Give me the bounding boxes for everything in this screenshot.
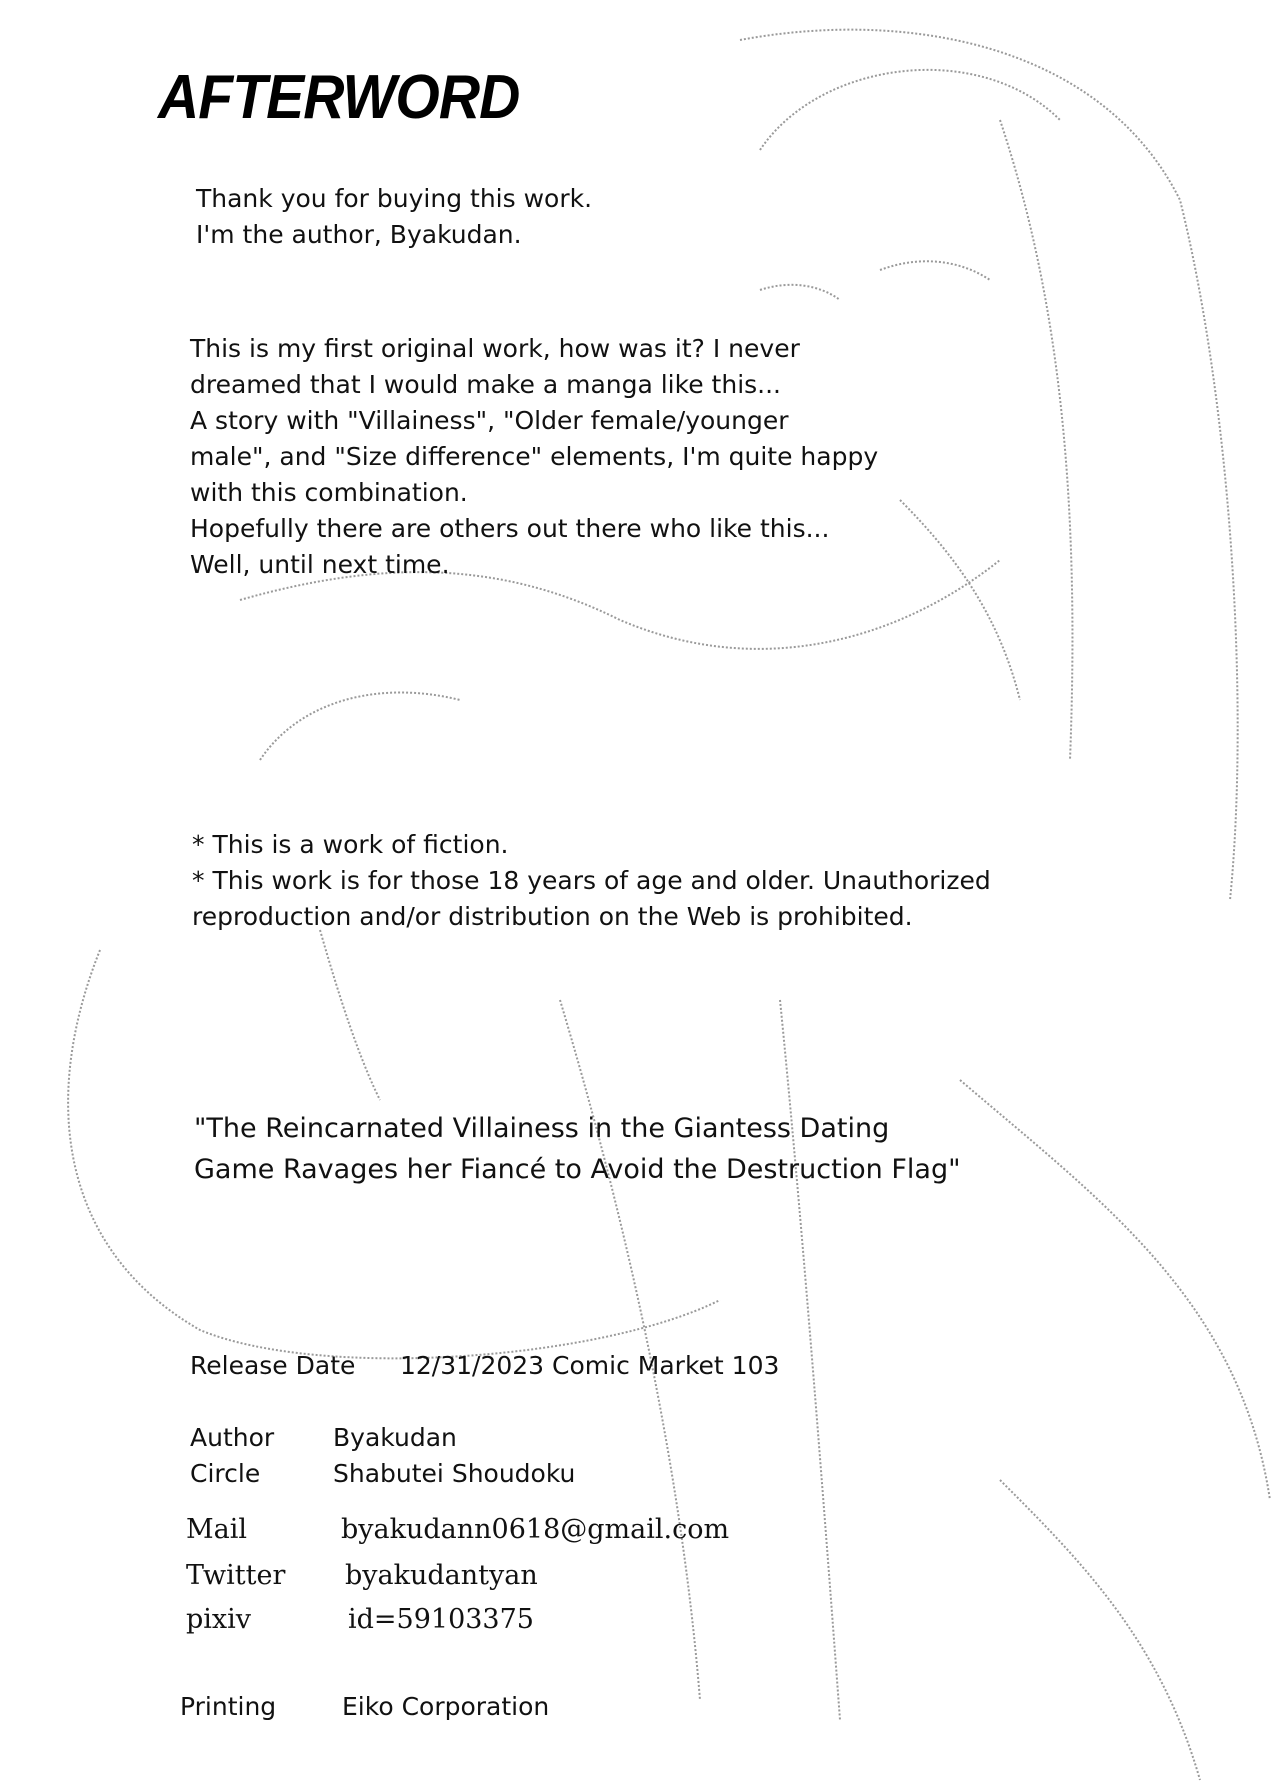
author-value: Byakudan (333, 1423, 457, 1452)
circle-value: Shabutei Shoudoku (333, 1459, 576, 1488)
work-title (194, 1108, 961, 1190)
body-line: with this combination. (190, 478, 468, 507)
mail-value: byakudann0618@gmail.com (341, 1514, 730, 1545)
greeting-line: Thank you for buying this work. (196, 184, 593, 213)
work-title-line: "The Reincarnated Villainess in the Giantess Dating (194, 1113, 890, 1144)
body-line: Well, until next time. (190, 550, 450, 579)
greeting-line: I'm the author, Byakudan. (196, 220, 522, 249)
body-line: Hopefully there are others out there who like this... (190, 514, 830, 543)
greeting (196, 181, 592, 253)
pixiv-label: pixiv (186, 1604, 252, 1635)
twitter-label: Twitter (186, 1560, 286, 1591)
printing-value: Eiko Corporation (342, 1692, 550, 1721)
circle-label: Circle (190, 1459, 261, 1488)
afterword-body (190, 331, 878, 583)
author-label: Author (190, 1423, 275, 1452)
notice-line: reproduction and/or distribution on the Web is prohibited. (192, 902, 913, 931)
notice-line: * This work is for those 18 years of age and older. Unauthorized (192, 866, 991, 895)
pixiv-value: id=59103375 (348, 1604, 534, 1635)
page-heading: AFTERWORD (158, 63, 520, 132)
body-line: This is my first original work, how was it? I never (190, 334, 800, 363)
body-line: dreamed that I would make a manga like this... (190, 370, 782, 399)
printing-label: Printing (180, 1692, 277, 1721)
release-date-label: Release Date (190, 1351, 356, 1380)
work-title-line: Game Ravages her Fiancé to Avoid the Destruction Flag" (194, 1154, 961, 1185)
body-line: A story with "Villainess", "Older female/younger (190, 406, 789, 435)
mail-label: Mail (186, 1514, 248, 1545)
release-date-value: 12/31/2023 Comic Market 103 (400, 1351, 780, 1380)
twitter-value: byakudantyan (345, 1560, 538, 1591)
notices (192, 827, 991, 935)
body-line: male", and "Size difference" elements, I'm quite happy (190, 442, 879, 471)
notice-line: * This is a work of fiction. (192, 830, 509, 859)
